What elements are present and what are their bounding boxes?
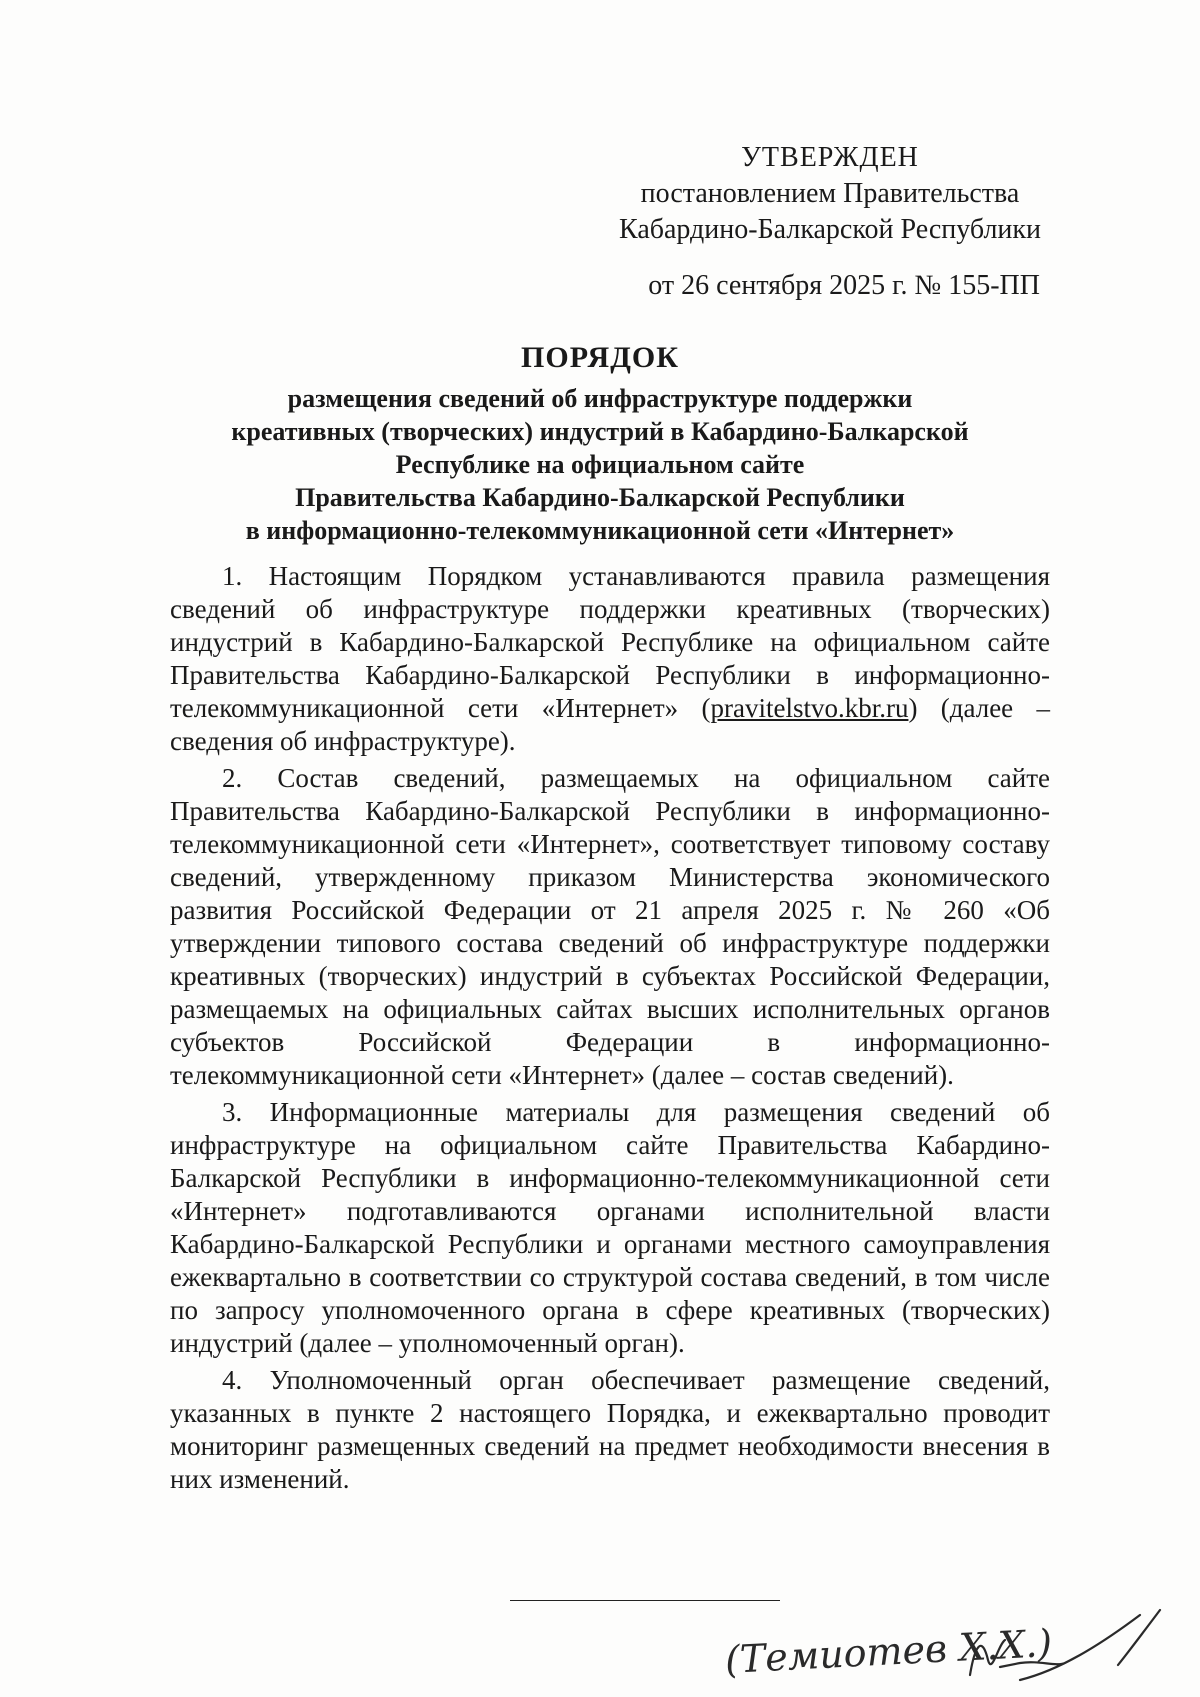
paragraph-4: 4. Уполномоченный орган обеспечивает размещение сведений, указанных в пункте 2 настоящего Порядка, и ежеквартально проводит мониторинг размещенных сведений на предмет необходимости внесения в них изменений. (170, 1365, 1050, 1494)
document-title-block (150, 340, 1050, 547)
title-line-1: размещения сведений об инфраструктуре поддержки (287, 384, 913, 413)
document-body (170, 560, 1050, 1500)
paragraph-3: 3. Информационные материалы для размещения сведений об инфраструктуре на официальном сайте Правительства Кабардино-Балкарской Республики в информационно-телекоммуникационной сети «Интернет» подготавливаются органами исполнительной власти Кабардино-Балкарской Республики и органами местного самоуправления ежеквартально в соответствии со структурой состава сведений, в том числе по запросу уполномоченного органа в сфере креативных (творческих) индустрий (далее – уполномоченный орган). (170, 1097, 1050, 1358)
paragraph-2: 2. Состав сведений, размещаемых на официальном сайте Правительства Кабардино-Балкарской Республики в информационно-телекоммуникационной сети «Интернет», соответствует типовому составу сведений, утвержденному приказом Министерства экономического развития Российской Федерации от 21 апреля 2025 г. № 260 «Об утверждении типового состава сведений об инфраструктуре поддержки креативных (творческих) индустрий в субъектах Российской Федерации, размещаемых на официальных сайтах высших исполнительных органов субъектов Российской Федерации в информационно-телекоммуникационной сети «Интернет» (далее – состав сведений). (170, 763, 1050, 1090)
approval-government-line: Кабардино-Балкарской Республики (619, 214, 1041, 245)
approval-block (600, 140, 1060, 304)
title-line-2: креативных (творческих) индустрий в Кабардино-Балкарской (231, 417, 969, 446)
approval-date: от 26 сентября 2025 г. № 155-ПП (648, 270, 1040, 301)
handwritten-name: (Темиотев Х.Х.) (723, 1620, 1054, 1682)
website-link[interactable]: pravitelstvo.kbr.ru (710, 693, 909, 723)
paragraph-1 (170, 560, 1050, 758)
approved-label: УТВЕРЖДЕН (741, 142, 919, 173)
title-line-4: Правительства Кабардино-Балкарской Республики (295, 483, 905, 512)
document-heading: ПОРЯДОК (521, 341, 679, 374)
handwritten-signature (720, 1605, 1180, 1695)
paragraph-1-text-b: ) (далее – сведения об инфраструктуре). (170, 693, 1050, 756)
approval-resolution-line: постановлением Правительства (640, 178, 1020, 209)
signature-line (510, 1600, 780, 1601)
title-line-5: в информационно-телекоммуникационной сети «Интернет» (245, 516, 955, 545)
paragraph-1-text-a: 1. Настоящим Порядком устанавливаются правила размещения сведений об инфраструктуре поддержки креативных (творческих) индустрий в Кабардино-Балкарской Республике на официальном сайте Правительства Кабардино-Балкарской Республики в информационно-телекоммуникационной сети «Интернет» ( (170, 561, 1050, 723)
title-line-3: Республике на официальном сайте (395, 450, 805, 479)
